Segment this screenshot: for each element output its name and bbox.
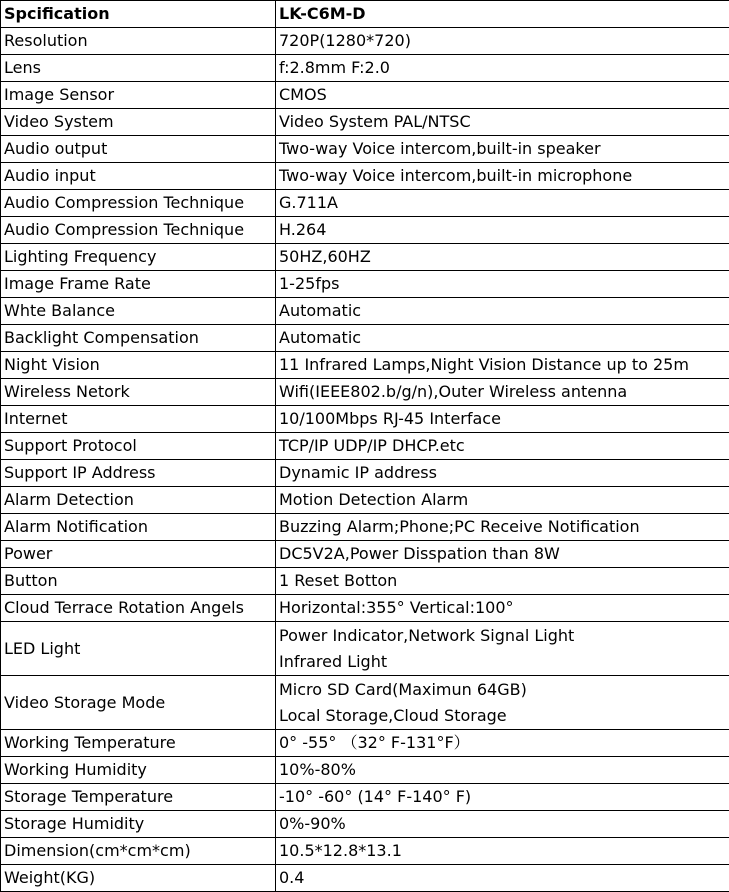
table-row bbox=[1, 622, 729, 676]
spec-value-line: -10° -60° (14° F-140° F) bbox=[279, 787, 472, 806]
spec-label: Storage Humidity bbox=[1, 811, 276, 838]
spec-value-line: Video System PAL/NTSC bbox=[279, 112, 471, 131]
spec-value bbox=[276, 136, 729, 163]
spec-label: Dimension(cm*cm*cm) bbox=[1, 838, 276, 865]
spec-value bbox=[276, 55, 729, 82]
spec-value bbox=[276, 28, 729, 55]
spec-value-line: Automatic bbox=[279, 301, 362, 320]
spec-value-line: CMOS bbox=[279, 85, 327, 104]
spec-value bbox=[276, 325, 729, 352]
spec-value-line: Local Storage,Cloud Storage bbox=[279, 705, 507, 725]
spec-label: Support Protocol bbox=[1, 433, 276, 460]
table-row bbox=[1, 487, 729, 514]
spec-value-line: Motion Detection Alarm bbox=[279, 490, 469, 509]
spec-value bbox=[276, 217, 729, 244]
spec-label: Power bbox=[1, 541, 276, 568]
spec-value bbox=[276, 271, 729, 298]
table-row bbox=[1, 784, 729, 811]
spec-value-line: DC5V2A,Power Disspation than 8W bbox=[279, 544, 560, 563]
spec-value bbox=[276, 730, 729, 757]
spec-value-line: Automatic bbox=[279, 328, 362, 347]
spec-value-line: TCP/IP UDP/IP DHCP.etc bbox=[279, 436, 465, 455]
spec-value bbox=[276, 406, 729, 433]
table-row bbox=[1, 433, 729, 460]
spec-label: Video Storage Mode bbox=[1, 676, 276, 730]
spec-label: Alarm Detection bbox=[1, 487, 276, 514]
spec-value-line: Two-way Voice intercom,built-in microphone bbox=[279, 166, 633, 185]
table-row bbox=[1, 541, 729, 568]
spec-value-line: Power Indicator,Network Signal Light bbox=[279, 625, 575, 645]
spec-label: Resolution bbox=[1, 28, 276, 55]
spec-value bbox=[276, 838, 729, 865]
spec-value bbox=[276, 622, 729, 676]
spec-label: Video System bbox=[1, 109, 276, 136]
table-row bbox=[1, 271, 729, 298]
spec-label: Support IP Address bbox=[1, 460, 276, 487]
spec-label: Wireless Netork bbox=[1, 379, 276, 406]
spec-value bbox=[276, 784, 729, 811]
spec-value bbox=[276, 190, 729, 217]
table-row bbox=[1, 460, 729, 487]
spec-value-line: 50HZ,60HZ bbox=[279, 247, 371, 266]
table-row bbox=[1, 82, 729, 109]
spec-label: Whte Balance bbox=[1, 298, 276, 325]
spec-value bbox=[276, 379, 729, 406]
header-row bbox=[1, 1, 729, 28]
table-row bbox=[1, 163, 729, 190]
spec-label: Audio input bbox=[1, 163, 276, 190]
header-model: LK-C6M-D bbox=[276, 1, 729, 28]
spec-value-line: 0° -55° （32° F-131°F） bbox=[279, 733, 470, 752]
spec-label: Internet bbox=[1, 406, 276, 433]
spec-value bbox=[276, 433, 729, 460]
spec-value bbox=[276, 352, 729, 379]
table-row bbox=[1, 28, 729, 55]
table-row bbox=[1, 838, 729, 865]
spec-label: Alarm Notification bbox=[1, 514, 276, 541]
spec-value bbox=[276, 487, 729, 514]
spec-value bbox=[276, 757, 729, 784]
table-row bbox=[1, 190, 729, 217]
spec-label: Backlight Compensation bbox=[1, 325, 276, 352]
spec-value-line: Horizontal:355° Vertical:100° bbox=[279, 598, 514, 617]
spec-value bbox=[276, 244, 729, 271]
table-row bbox=[1, 406, 729, 433]
spec-label: Storage Temperature bbox=[1, 784, 276, 811]
table-row bbox=[1, 757, 729, 784]
spec-label: Lens bbox=[1, 55, 276, 82]
spec-value bbox=[276, 460, 729, 487]
spec-label: Audio output bbox=[1, 136, 276, 163]
spec-value bbox=[276, 541, 729, 568]
table-row bbox=[1, 514, 729, 541]
spec-value-line: Wifi(IEEE802.b/g/n),Outer Wireless antenna bbox=[279, 382, 628, 401]
spec-value-line: 1 Reset Botton bbox=[279, 571, 398, 590]
spec-label: Lighting Frequency bbox=[1, 244, 276, 271]
spec-value-line: Infrared Light bbox=[279, 651, 388, 671]
spec-value-line: f:2.8mm F:2.0 bbox=[279, 58, 390, 77]
spec-value-line: 10%-80% bbox=[279, 760, 356, 779]
table-row bbox=[1, 595, 729, 622]
spec-label: Image Sensor bbox=[1, 82, 276, 109]
table-row bbox=[1, 568, 729, 595]
spec-value-line: G.711A bbox=[279, 193, 338, 212]
spec-value bbox=[276, 109, 729, 136]
table-row bbox=[1, 730, 729, 757]
table-row bbox=[1, 811, 729, 838]
table-row bbox=[1, 55, 729, 82]
spec-value-line: 0%-90% bbox=[279, 814, 346, 833]
spec-value-line: 0.4 bbox=[279, 868, 305, 887]
spec-value bbox=[276, 811, 729, 838]
spec-label: Image Frame Rate bbox=[1, 271, 276, 298]
spec-value-line: 1-25fps bbox=[279, 274, 340, 293]
spec-value-line: Buzzing Alarm;Phone;PC Receive Notification bbox=[279, 517, 640, 536]
spec-label: Working Temperature bbox=[1, 730, 276, 757]
spec-value-line: H.264 bbox=[279, 220, 327, 239]
table-row bbox=[1, 865, 729, 892]
spec-value bbox=[276, 82, 729, 109]
spec-label: Button bbox=[1, 568, 276, 595]
spec-value bbox=[276, 298, 729, 325]
spec-label: Working Humidity bbox=[1, 757, 276, 784]
spec-label: Audio Compression Technique bbox=[1, 190, 276, 217]
spec-value-line: 10/100Mbps RJ-45 Interface bbox=[279, 409, 501, 428]
spec-value bbox=[276, 865, 729, 892]
table-row bbox=[1, 244, 729, 271]
spec-value bbox=[276, 595, 729, 622]
spec-value-line: Dynamic IP address bbox=[279, 463, 437, 482]
table-row bbox=[1, 352, 729, 379]
table-row bbox=[1, 676, 729, 730]
spec-value-line: 720P(1280*720) bbox=[279, 31, 411, 50]
table-row bbox=[1, 109, 729, 136]
spec-value bbox=[276, 568, 729, 595]
spec-value-line: Micro SD Card(Maximun 64GB) bbox=[279, 679, 527, 699]
spec-value bbox=[276, 676, 729, 730]
header-label: Spcification bbox=[1, 1, 276, 28]
spec-value-line: 10.5*12.8*13.1 bbox=[279, 841, 402, 860]
spec-value-line: 11 Infrared Lamps,Night Vision Distance up to 25m bbox=[279, 355, 689, 374]
spec-label: Night Vision bbox=[1, 352, 276, 379]
spec-label: Audio Compression Technique bbox=[1, 217, 276, 244]
spec-label: Weight(KG) bbox=[1, 865, 276, 892]
spec-label: Cloud Terrace Rotation Angels bbox=[1, 595, 276, 622]
spec-body bbox=[1, 28, 729, 892]
table-row bbox=[1, 136, 729, 163]
spec-label: LED Light bbox=[1, 622, 276, 676]
table-row bbox=[1, 298, 729, 325]
spec-value bbox=[276, 514, 729, 541]
spec-value-line: Two-way Voice intercom,built-in speaker bbox=[279, 139, 601, 158]
table-row bbox=[1, 379, 729, 406]
table-row bbox=[1, 325, 729, 352]
spec-value bbox=[276, 163, 729, 190]
table-row bbox=[1, 217, 729, 244]
